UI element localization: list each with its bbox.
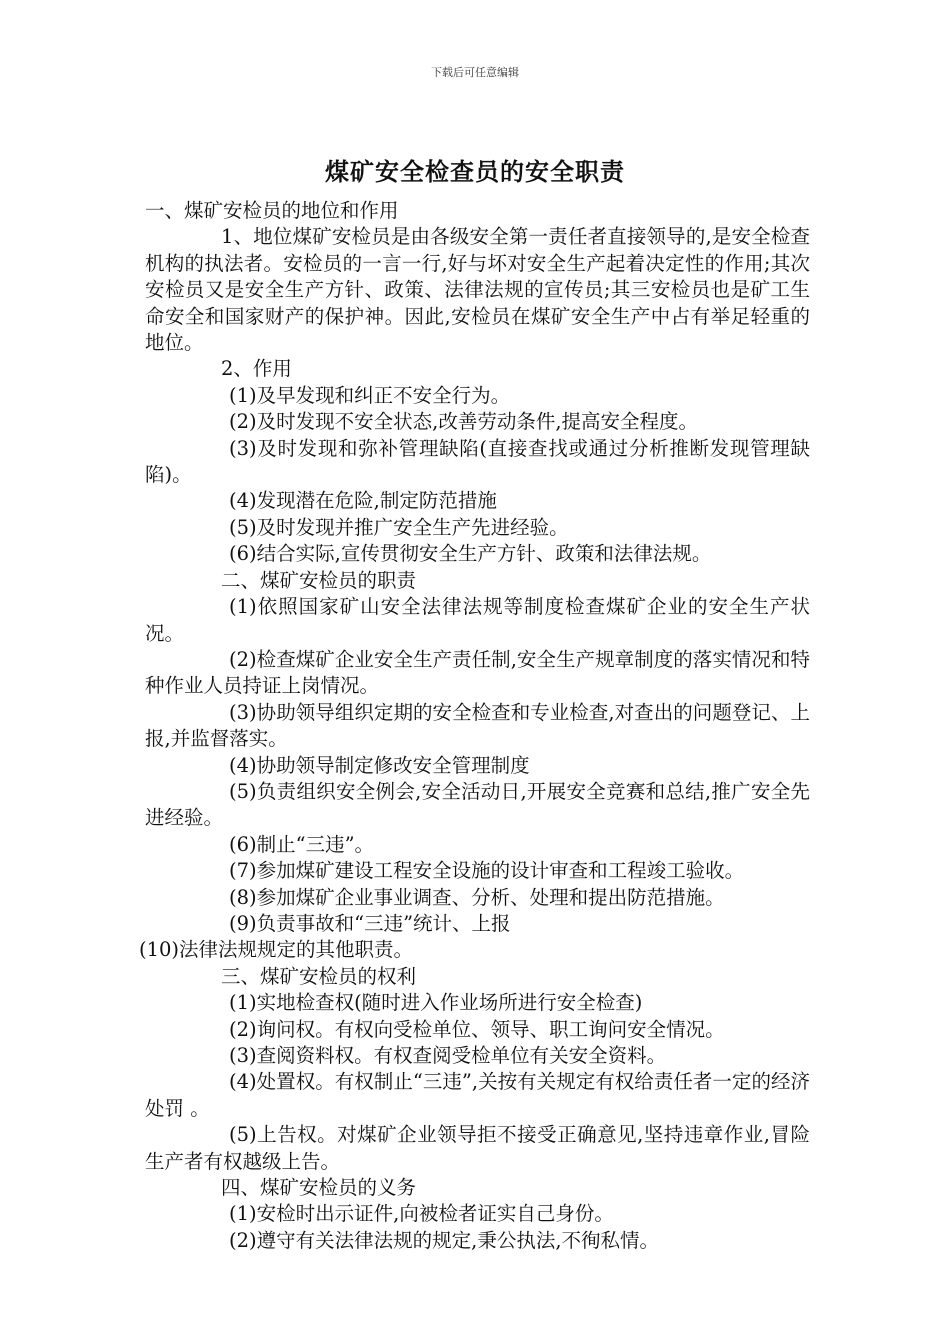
list-item: (1)安检时出示证件,向被检者证实自己身份。	[229, 1202, 614, 1226]
list-item: (2)询问权。有权向受检单位、领导、职工询问安全情况。	[229, 1017, 725, 1041]
list-item: (1)及早发现和纠正不安全行为。	[229, 383, 511, 407]
list-item: (10)法律法规规定的其他职责。	[139, 938, 414, 962]
list-item: (4)处置权。有权制止“三违”,关按有关规定有权给责任者一定的经济处罚 。	[145, 1070, 810, 1120]
list-item: (3)及时发现和弥补管理缺陷(直接查找或通过分析推断发现管理缺陷)。	[145, 436, 810, 487]
list-item: (4)发现潜在危险,制定防范措施	[229, 489, 497, 513]
list-item: (6)结合实际,宣传贯彻安全生产方针、政策和法律法规。	[229, 542, 712, 566]
list-item: (5)负责组织安全例会,安全活动日,开展安全竞赛和总结,推广安全先进经验。	[145, 779, 810, 830]
list-item: (6)制止“三违”。	[229, 832, 375, 856]
list-item: (9)负责事故和“三违”统计、上报	[229, 911, 511, 935]
list-item: (2)及时发现不安全状态,改善劳动条件,提高安全程度。	[229, 410, 699, 434]
list-item: (8)参加煤矿企业事业调查、分析、处理和提出防范措施。	[229, 885, 725, 909]
list-item: (7)参加煤矿建设工程安全设施的设计审查和工程竣工验收。	[229, 859, 745, 883]
subheading: 2、作用	[221, 357, 292, 381]
document-body	[139, 198, 810, 1254]
list-item: (2)检查煤矿企业安全生产责任制,安全生产规章制度的落实情况和特种作业人员持证上岗情况。	[145, 647, 810, 698]
section-heading-3: 三、煤矿安检员的权利	[221, 964, 417, 988]
list-item: (5)及时发现并推广安全生产先进经验。	[229, 515, 569, 539]
list-item: (5)上告权。对煤矿企业领导拒不接受正确意见,坚持违章作业,冒险生产者有权越级上告。	[145, 1123, 810, 1173]
list-item: (1)实地检查权(随时进入作业场所进行安全检查)	[229, 991, 643, 1015]
section-heading-2: 二、煤矿安检员的职责	[221, 568, 417, 592]
page-header-note: 下载后可任意编辑	[431, 66, 519, 79]
document-title: 煤矿安全检查员的安全职责	[325, 157, 625, 186]
list-item: (3)查阅资料权。有权查阅受检单位有关安全资料。	[229, 1044, 667, 1067]
list-item: (1)依照国家矿山安全法律法规等制度检查煤矿企业的安全生产状况。	[145, 595, 810, 645]
list-item: (3)协助领导组织定期的安全检查和专业检查,对查出的问题登记、上报,并监督落实。	[145, 700, 810, 751]
section-heading-1: 一、煤矿安检员的地位和作用	[145, 199, 399, 222]
paragraph: 1、地位煤矿安检员是由各级安全第一责任者直接领导的,是安全检查机构的执法者。安检员的一言一行,好与坏对安全生产起着决定性的作用;其次安检员又是安全生产方针、政策、法律法规的宣传员;其三安检员也是矿工生命安全和国家财产的保护神。因此,安检员在煤矿安全生产中占有举足轻重的地位。	[145, 225, 810, 355]
list-item: (4)协助领导制定修改安全管理制度	[229, 753, 530, 777]
section-heading-4: 四、煤矿安检员的义务	[221, 1176, 417, 1200]
list-item: (2)遵守有关法律法规的规定,秉公执法,不徇私情。	[229, 1228, 660, 1252]
